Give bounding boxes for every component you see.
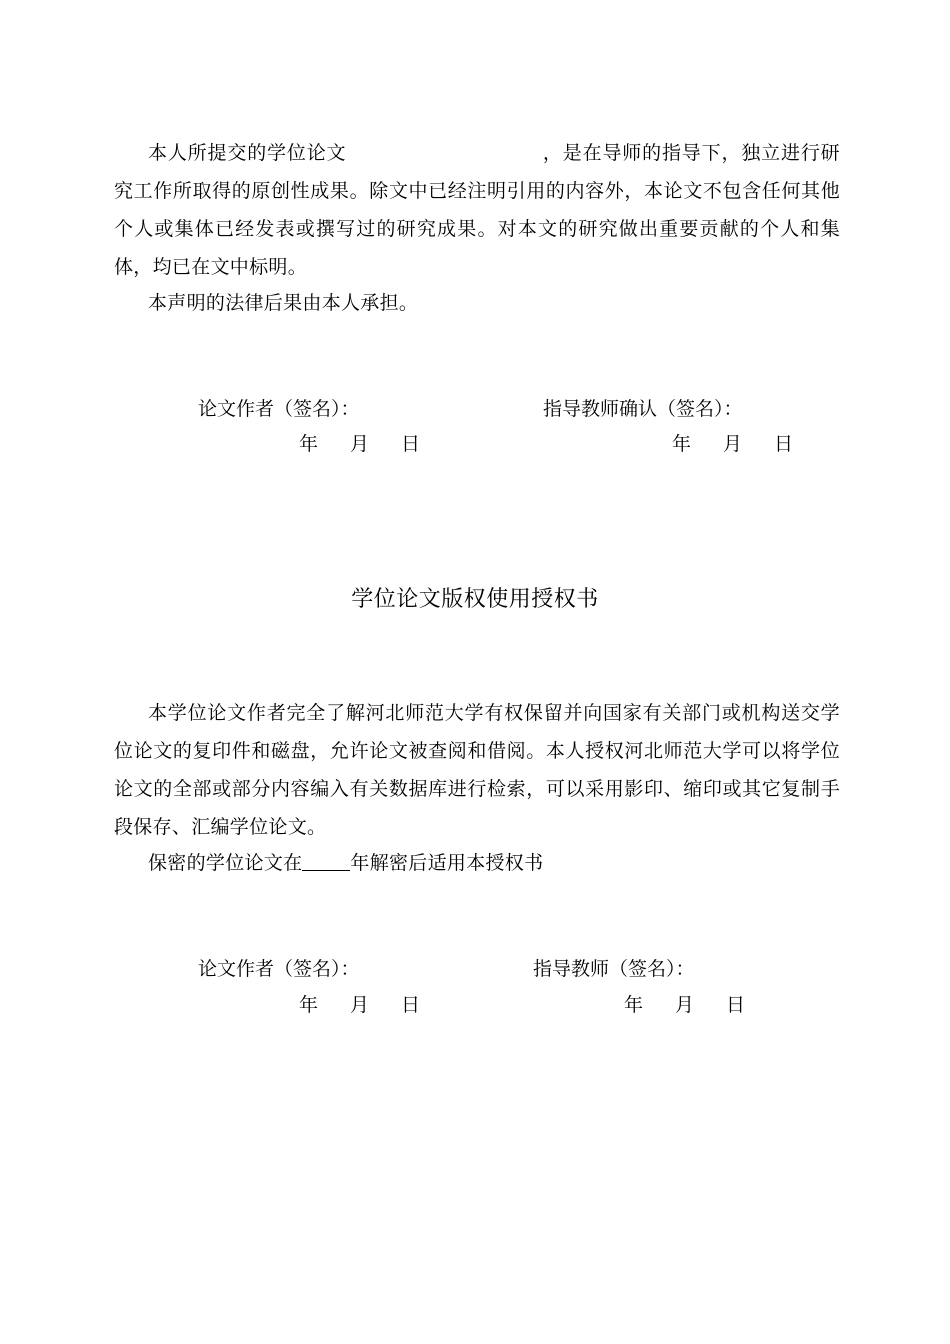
- authorization-paragraph: 本学位论文作者完全了解河北师范大学有权保留并向国家有关部门或机构送交学位论文的复印件和磁盘，允许论文被查阅和借阅。本人授权河北师范大学可以将学位论文的全部或部分内容编入有关数据库进行检索，可以采用影印、缩印或其它复制手段保存、汇编学位论文。: [114, 702, 840, 838]
- declaration-text-start: 本人所提交的学位论文: [148, 142, 347, 164]
- authorization-author-date: [299, 993, 420, 1017]
- authorization-author-signature-label: 论文作者（签名）：: [198, 958, 360, 980]
- date-year-label: 年: [299, 433, 319, 455]
- date-month-label: 月: [350, 433, 370, 455]
- declaration-advisor-signature-label: 指导教师确认（签名）：: [543, 398, 743, 420]
- declaration-paragraph: [114, 134, 840, 286]
- date-year-label: 年: [624, 994, 644, 1016]
- authorization-title: 学位论文版权使用授权书: [351, 587, 599, 612]
- confidential-text-end: 年解密后适用本授权书: [350, 852, 544, 874]
- declaration-author-date: [299, 432, 420, 456]
- date-year-label: 年: [299, 994, 319, 1016]
- date-month-label: 月: [350, 994, 370, 1016]
- declaration-liability-paragraph: 本声明的法律后果由本人承担。: [148, 292, 419, 314]
- authorization-advisor-signature-label: 指导教师（签名）：: [533, 958, 695, 980]
- declaration-author-signature-label: 论文作者（签名）：: [198, 398, 360, 420]
- authorization-advisor-date: [624, 993, 745, 1017]
- confidential-paragraph: [114, 844, 840, 882]
- date-year-label: 年: [672, 433, 692, 455]
- date-month-label: 月: [723, 433, 743, 455]
- date-day-label: 日: [401, 994, 421, 1016]
- date-day-label: 日: [774, 433, 794, 455]
- years-blank-field: [302, 852, 350, 871]
- confidential-text-start: 保密的学位论文在: [148, 852, 303, 874]
- date-day-label: 日: [726, 994, 746, 1016]
- date-month-label: 月: [675, 994, 695, 1016]
- date-day-label: 日: [401, 433, 421, 455]
- declaration-text-rest: ，是在导师的指导下，独立进行研究工作所取得的原创性成果。除文中已经注明引用的内容外，本论文不包含任何其他个人或集体已经发表或撰写过的研究成果。对本文的研究做出重要贡献的个人和集体，均已在文中标明。: [114, 142, 840, 278]
- declaration-advisor-date: [672, 432, 793, 456]
